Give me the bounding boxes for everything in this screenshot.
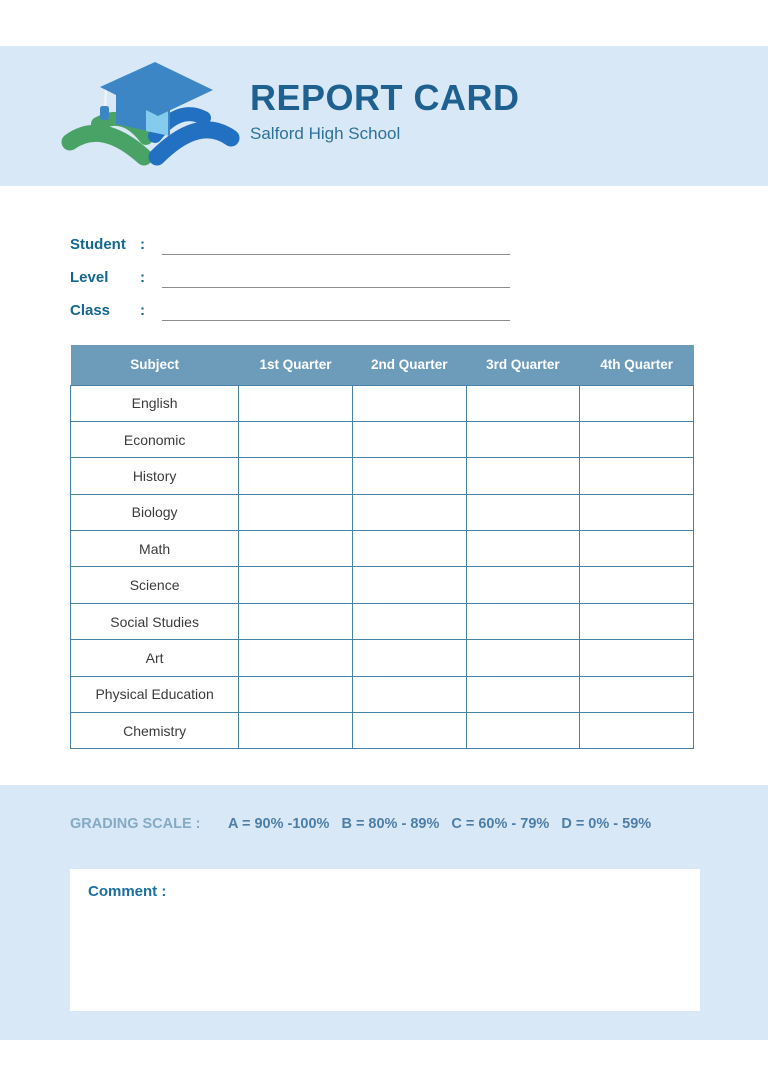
table-row bbox=[71, 531, 694, 567]
class-input-line[interactable] bbox=[162, 299, 510, 321]
subject-cell: Art bbox=[71, 640, 239, 676]
comment-label: Comment : bbox=[88, 883, 167, 900]
grade-cell-q1[interactable] bbox=[239, 713, 353, 749]
grade-cell-q2[interactable] bbox=[352, 676, 466, 712]
grade-cell-q2[interactable] bbox=[352, 494, 466, 530]
student-colon: : bbox=[140, 236, 145, 253]
student-label: Student bbox=[70, 236, 126, 253]
grade-cell-q4[interactable] bbox=[580, 567, 694, 603]
grade-cell-q2[interactable] bbox=[352, 421, 466, 457]
level-field-row bbox=[70, 255, 510, 288]
table-row bbox=[71, 458, 694, 494]
level-label: Level bbox=[70, 269, 109, 286]
grading-scale bbox=[70, 816, 700, 832]
table-row bbox=[71, 713, 694, 749]
grade-cell-q3[interactable] bbox=[466, 494, 580, 530]
grade-cell-q4[interactable] bbox=[580, 603, 694, 639]
grade-cell-q4[interactable] bbox=[580, 385, 694, 421]
grade-cell-q4[interactable] bbox=[580, 458, 694, 494]
grade-cell-q2[interactable] bbox=[352, 640, 466, 676]
school-name: Salford High School bbox=[250, 123, 401, 143]
grade-cell-q1[interactable] bbox=[239, 640, 353, 676]
grade-cell-q4[interactable] bbox=[580, 494, 694, 530]
grades-table-body bbox=[71, 385, 694, 749]
grade-cell-q3[interactable] bbox=[466, 458, 580, 494]
table-row bbox=[71, 640, 694, 676]
comment-box[interactable] bbox=[70, 869, 700, 1011]
grade-cell-q1[interactable] bbox=[239, 676, 353, 712]
class-label: Class bbox=[70, 302, 111, 319]
subject-cell: English bbox=[71, 385, 239, 421]
grade-cell-q4[interactable] bbox=[580, 531, 694, 567]
grade-cell-q1[interactable] bbox=[239, 567, 353, 603]
subject-cell: Math bbox=[71, 531, 239, 567]
table-row bbox=[71, 494, 694, 530]
level-colon: : bbox=[140, 269, 145, 286]
grade-cell-q3[interactable] bbox=[466, 385, 580, 421]
grades-table-header bbox=[71, 345, 694, 385]
class-colon: : bbox=[140, 302, 145, 319]
grading-entry-D: D = 0% - 59% bbox=[561, 816, 652, 832]
class-field-row bbox=[70, 288, 510, 321]
grade-cell-q1[interactable] bbox=[239, 603, 353, 639]
table-row bbox=[71, 421, 694, 457]
subject-cell: Economic bbox=[71, 421, 239, 457]
grading-scale-label: GRADING SCALE : bbox=[70, 816, 201, 832]
grade-cell-q1[interactable] bbox=[239, 494, 353, 530]
grade-cell-q1[interactable] bbox=[239, 458, 353, 494]
subject-cell: Science bbox=[71, 567, 239, 603]
grade-cell-q1[interactable] bbox=[239, 421, 353, 457]
grade-cell-q3[interactable] bbox=[466, 640, 580, 676]
table-row bbox=[71, 567, 694, 603]
col-header-quarter-3: 3rd Quarter bbox=[466, 345, 580, 385]
col-header-subject: Subject bbox=[71, 345, 239, 385]
grades-table bbox=[70, 345, 694, 749]
grade-cell-q3[interactable] bbox=[466, 603, 580, 639]
table-row bbox=[71, 385, 694, 421]
grade-cell-q4[interactable] bbox=[580, 713, 694, 749]
grade-cell-q4[interactable] bbox=[580, 640, 694, 676]
grade-cell-q1[interactable] bbox=[239, 385, 353, 421]
graduation-cap-book-icon bbox=[58, 58, 243, 173]
student-info-section bbox=[70, 222, 510, 321]
table-row bbox=[71, 603, 694, 639]
grading-entry-B: B = 80% - 89% bbox=[341, 816, 440, 832]
page-title: REPORT CARD bbox=[250, 77, 520, 118]
grade-cell-q2[interactable] bbox=[352, 531, 466, 567]
grade-cell-q2[interactable] bbox=[352, 385, 466, 421]
grade-cell-q4[interactable] bbox=[580, 421, 694, 457]
subject-cell: History bbox=[71, 458, 239, 494]
table-row bbox=[71, 676, 694, 712]
grade-cell-q1[interactable] bbox=[239, 531, 353, 567]
subject-cell: Biology bbox=[71, 494, 239, 530]
level-input-line[interactable] bbox=[162, 266, 510, 288]
grade-cell-q3[interactable] bbox=[466, 531, 580, 567]
col-header-quarter-4: 4th Quarter bbox=[580, 345, 694, 385]
grade-cell-q2[interactable] bbox=[352, 603, 466, 639]
subject-cell: Social Studies bbox=[71, 603, 239, 639]
grade-cell-q4[interactable] bbox=[580, 676, 694, 712]
col-header-quarter-2: 2nd Quarter bbox=[352, 345, 466, 385]
grading-entry-C: C = 60% - 79% bbox=[451, 816, 550, 832]
grade-cell-q2[interactable] bbox=[352, 567, 466, 603]
student-field-row bbox=[70, 222, 510, 255]
header-title-block bbox=[250, 79, 520, 144]
grade-cell-q3[interactable] bbox=[466, 567, 580, 603]
grade-cell-q3[interactable] bbox=[466, 713, 580, 749]
subject-cell: Chemistry bbox=[71, 713, 239, 749]
grade-cell-q2[interactable] bbox=[352, 713, 466, 749]
subject-cell: Physical Education bbox=[71, 676, 239, 712]
grade-cell-q2[interactable] bbox=[352, 458, 466, 494]
student-input-line[interactable] bbox=[162, 233, 510, 255]
grading-entry-A: A = 90% -100% bbox=[228, 816, 330, 832]
grade-cell-q3[interactable] bbox=[466, 421, 580, 457]
col-header-quarter-1: 1st Quarter bbox=[239, 345, 353, 385]
grade-cell-q3[interactable] bbox=[466, 676, 580, 712]
